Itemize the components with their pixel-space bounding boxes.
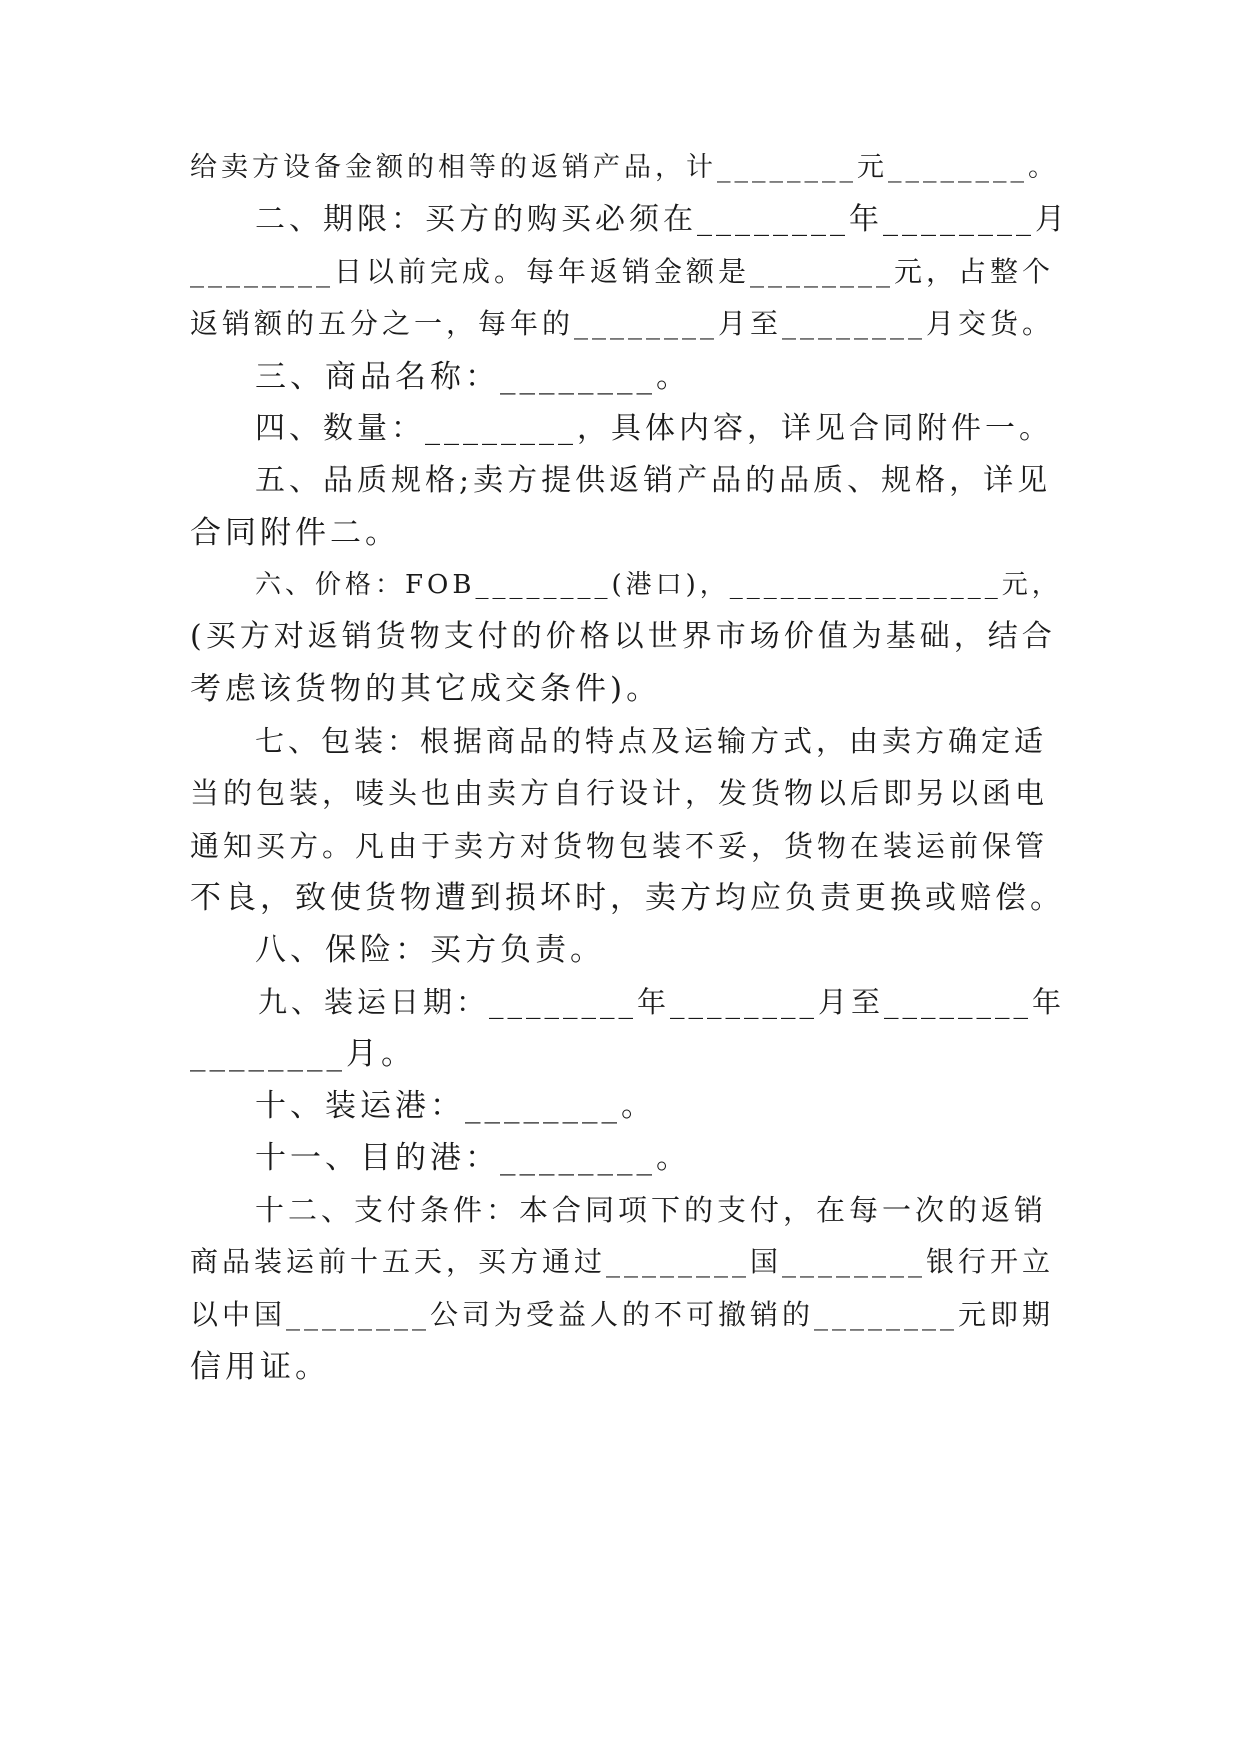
- clause-2-period: 二、期限：买方的购买必须在________年________月: [255, 202, 1069, 237]
- text-line: ________月。: [190, 1036, 416, 1072]
- clause-7-packing: 七、包装：根据商品的特点及运输方式，由卖方确定适: [255, 724, 1048, 758]
- clause-8-insurance: 八、保险：买方负责。: [255, 932, 605, 968]
- clause-11-destination-port: 十一、目的港：________。: [255, 1140, 691, 1176]
- clause-5-quality-spec: 五、品质规格;卖方提供返销产品的品质、规格，详见: [255, 463, 1052, 498]
- text-line: 给卖方设备金额的相等的返销产品，计________元________。: [190, 152, 1059, 183]
- text-line: 商品装运前十五天，买方通过________国________银行开立: [190, 1245, 1055, 1278]
- text-line: 合同附件二。: [190, 515, 400, 551]
- text-line: (买方对返销货物支付的价格以世界市场价值为基础，结合: [190, 619, 1056, 654]
- text-line: 通知买方。凡由于卖方对货物包装不妥，货物在装运前保管: [190, 829, 1049, 863]
- clause-4-quantity: 四、数量：________，具体内容，详见合同附件一。: [255, 411, 1053, 446]
- text-line: 考虑该货物的其它成交条件)。: [190, 671, 662, 707]
- text-line: 信用证。: [190, 1349, 330, 1385]
- clause-12-payment-terms: 十二、支付条件：本合同项下的支付，在每一次的返销: [255, 1193, 1048, 1227]
- text-line: 返销额的五分之一，每年的________月至________月交货。: [190, 307, 1055, 340]
- text-line: ________日以前完成。每年返销金额是________元，占整个: [190, 255, 1055, 288]
- text-line: 以中国________公司为受益人的不可撤销的________元即期: [190, 1298, 1055, 1331]
- text-line: 不良，致使货物遭到损坏时，卖方均应负责更换或赔偿。: [190, 880, 1065, 916]
- clause-3-product-name: 三、商品名称：________。: [255, 359, 691, 395]
- text-line: 当的包装，唛头也由卖方自行设计，发货物以后即另以函电: [190, 776, 1049, 810]
- clause-6-price: 六、价格：FOB________(港口)，________________元，: [255, 570, 1062, 600]
- clause-10-port-of-shipment: 十、装运港：________。: [255, 1088, 656, 1124]
- clause-9-shipment-date: 九、装运日期：________年________月至________年: [258, 985, 1066, 1019]
